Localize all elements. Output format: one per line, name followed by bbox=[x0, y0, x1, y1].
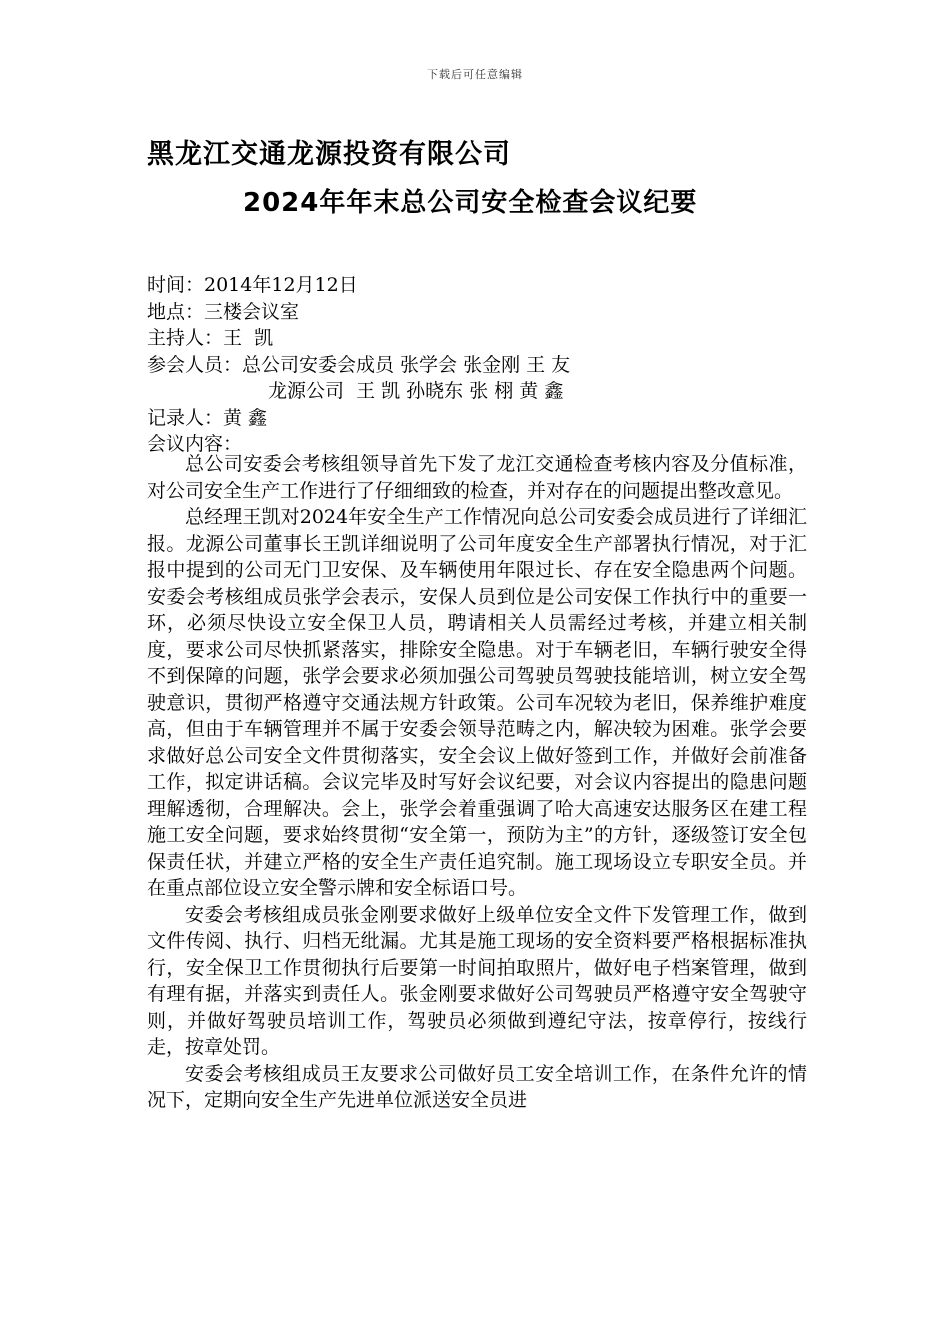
content-paragraph: 安委会考核组成员张金刚要求做好上级单位安全文件下发管理工作，做到文件传阅、执行、归档无纰漏。尤其是施工现场的安全资料要严格根据标准执行，安全保卫工作贯彻执行后要第一时间拍取照片，做好电子档案管理，做到有理有据，并落实到责任人。张金刚要求做好公司驾驶员严格遵守安全驾驶守则，并做好驾驶员培训工作，驾驶员必须做到遵纪守法，按章停行，按线行走，按章处罚。 bbox=[147, 903, 807, 1058]
meeting-place: 地点：三楼会议室 bbox=[147, 300, 300, 323]
content-paragraph: 安委会考核组成员王友要求公司做好员工安全培训工作，在条件允许的情况下，定期向安全生产先进单位派送安全员进 bbox=[147, 1062, 807, 1111]
meeting-host: 主持人：王 凯 bbox=[147, 327, 274, 349]
content-label: 会议内容： bbox=[147, 433, 243, 455]
meeting-attendees: 参会人员：总公司安委会成员 张学会 张金刚 王 友 bbox=[147, 353, 571, 376]
meeting-meta bbox=[147, 272, 807, 458]
meeting-content bbox=[147, 451, 807, 1114]
content-paragraph: 总公司安委会考核组领导首先下发了龙江交通检查考核内容及分值标准，对公司安全生产工作进行了仔细细致的检查，并对存在的问题提出整改意见。 bbox=[147, 453, 807, 502]
company-name: 黑龙江交通龙源投资有限公司 bbox=[147, 139, 511, 170]
meeting-recorder: 记录人：黄 鑫 bbox=[147, 406, 268, 429]
meeting-time: 时间：2014年12月12日 bbox=[147, 274, 358, 296]
header-note: 下载后可任意编辑 bbox=[427, 68, 523, 81]
document-title: 2024年年末总公司安全检查会议纪要 bbox=[243, 188, 698, 218]
meeting-attendees-continued: 龙源公司 王 凯 孙晓东 张 栩 黄 鑫 bbox=[268, 380, 564, 402]
content-paragraph: 总经理王凯对2024年安全生产工作情况向总公司安委会成员进行了详细汇报。龙源公司董事长王凯详细说明了公司年度安全生产部署执行情况，对于汇报中提到的公司无门卫安保、及车辆使用年限过长、存在安全隐患两个问题。安委会考核组成员张学会表示，安保人员到位是公司安保工作执行中的重要一环，必须尽快设立安全保卫人员，聘请相关人员需经过考核，并建立相关制度，要求公司尽快抓紧落实，排除安全隐患。对于车辆老旧，车辆行驶安全得不到保障的问题，张学会要求必须加强公司驾驶员驾驶技能培训，树立安全驾驶意识，贯彻严格遵守交通法规方针政策。公司车况较为老旧，保养维护难度高，但由于车辆管理并不属于安委会领导范畴之内，解决较为困难。张学会要求做好总公司安全文件贯彻落实，安全会议上做好签到工作，并做好会前准备工作，拟定讲话稿。会议完毕及时写好会议纪要，对会议内容提出的隐患问题理解透彻，合理解决。会上，张学会着重强调了哈大高速安达服务区在建工程施工安全问题，要求始终贯彻“安全第一，预防为主”的方针，逐级签订安全包保责任状，并建立严格的安全生产责任追究制。施工现场设立专职安全员。并在重点部位设立安全警示牌和安全标语口号。 bbox=[147, 506, 807, 899]
